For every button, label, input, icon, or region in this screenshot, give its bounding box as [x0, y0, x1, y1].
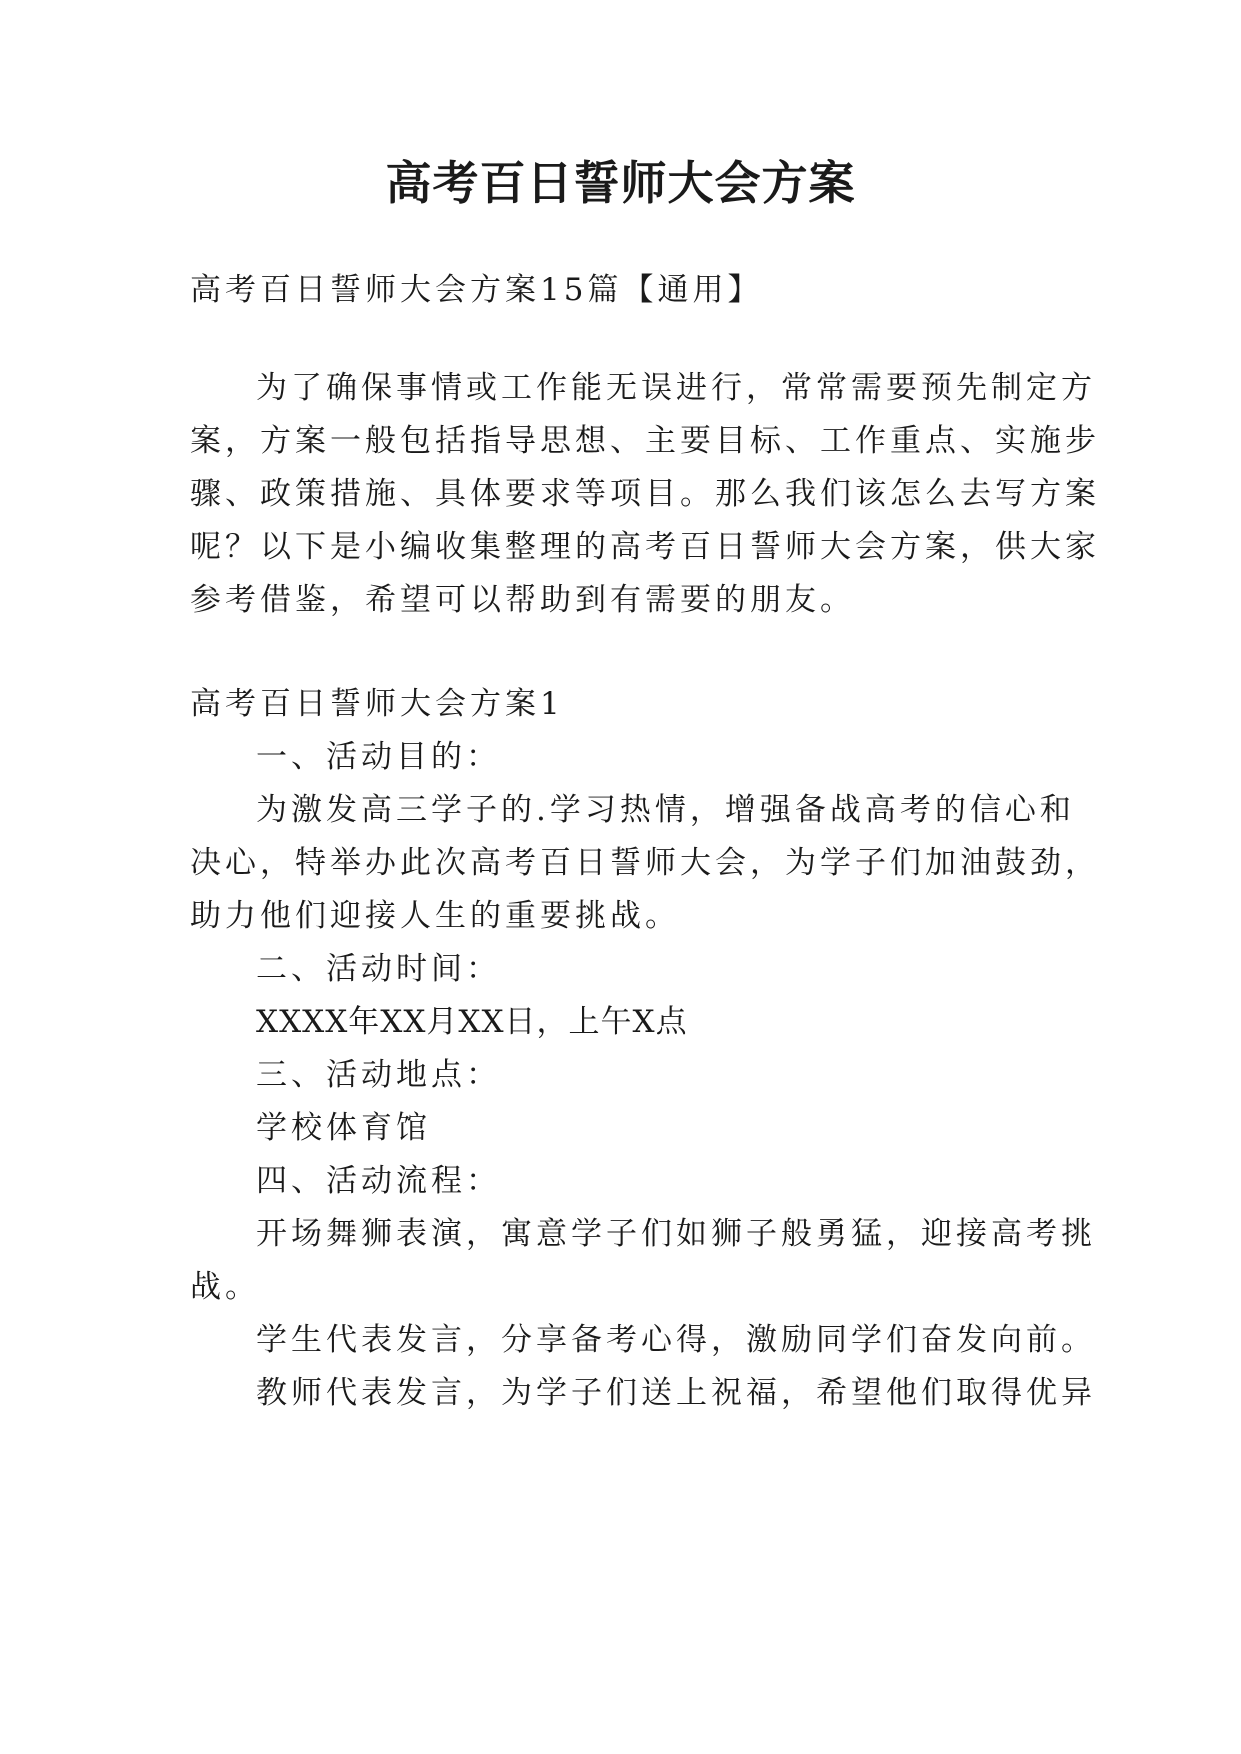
flow-line: 教师代表发言，为学子们送上祝福，希望他们取得优异: [256, 1375, 1096, 1411]
flow-line: 战。: [190, 1269, 260, 1305]
place-value: 学校体育馆: [256, 1110, 431, 1146]
document-subtitle: 高考百日誓师大会方案15篇【通用】: [190, 272, 763, 308]
flow-line: 开场舞狮表演，寓意学子们如狮子般勇猛，迎接高考挑: [256, 1216, 1096, 1252]
time-heading: 二、活动时间：: [256, 951, 501, 987]
time-value: XXXX年XX月XX日，上午X点: [256, 1004, 688, 1040]
flow-line: 学生代表发言，分享备考心得，激励同学们奋发向前。: [256, 1322, 1096, 1358]
flow-heading: 四、活动流程：: [256, 1163, 501, 1199]
purpose-line: 决心，特举办此次高考百日誓师大会，为学子们加油鼓劲，: [190, 845, 1100, 881]
purpose-line: 助力他们迎接人生的重要挑战。: [190, 898, 680, 934]
purpose-heading: 一、活动目的：: [256, 739, 501, 775]
place-heading: 三、活动地点：: [256, 1057, 501, 1093]
purpose-line: 为激发高三学子的.学习热情，增强备战高考的信心和: [256, 792, 1075, 828]
intro-line: 参考借鉴，希望可以帮助到有需要的朋友。: [190, 582, 855, 618]
intro-line: 案，方案一般包括指导思想、主要目标、工作重点、实施步: [190, 423, 1100, 459]
section-heading: 高考百日誓师大会方案1: [190, 686, 564, 722]
intro-line: 呢？以下是小编收集整理的高考百日誓师大会方案，供大家: [190, 529, 1100, 565]
document-title: 高考百日誓师大会方案: [385, 156, 856, 210]
intro-line: 骤、政策措施、具体要求等项目。那么我们该怎么去写方案: [190, 476, 1100, 512]
intro-line: 为了确保事情或工作能无误进行，常常需要预先制定方: [256, 370, 1096, 406]
